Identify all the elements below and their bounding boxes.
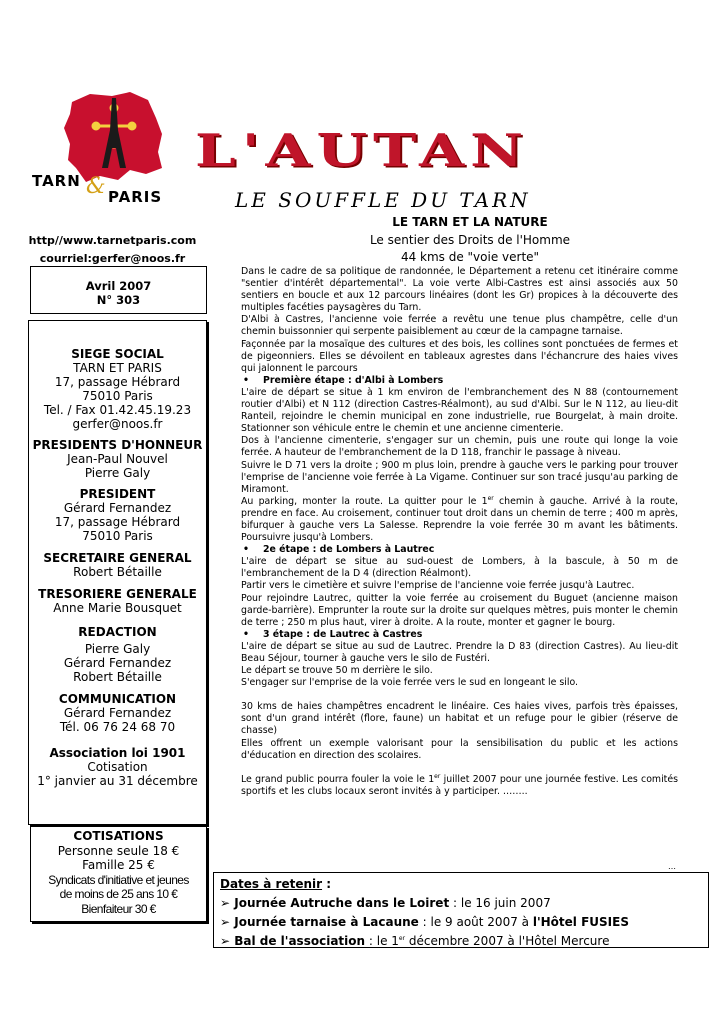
tresoriere-heading: TRESORIERE GENERALE [38,587,197,601]
masthead [195,124,710,218]
paragraph: 30 kms de haies champêtres encadrent le linéaire. Ces haies vives, parfois très épaisses, sont d'un grand intérêt (flore, faune) un habitat et un refuge pour le gibier (réserve de chasse) [241,701,678,737]
stage-heading: • 2e étape : de Lombers à Lautrec [241,544,678,556]
tarn-et-paris-logo [30,90,190,210]
siege-line: gerfer@noos.fr [72,417,163,431]
president-line: Gérard Fernandez [63,501,172,515]
association-line: 1° janvier au 31 décembre [37,774,198,788]
redaction-line: Gérard Fernandez [63,656,172,670]
paragraph: S'engager sur l'emprise de la voie ferrée vers le sud en longeant le silo. [241,677,579,689]
article-body [241,266,678,798]
paragraph: Pour rejoindre Lautrec, quitter la voie ferrée au croisement du Buguet (ancienne maison garde-barrière). Emprunter la route sur la droite sur quelques mètres, puis monter le chemin de terre ; 250 m plus haut, virer à droite. A la route, monter et gagner le bourg. [241,592,678,628]
association-line: Cotisation [87,760,148,774]
communication-line: Tél. 06 76 24 68 70 [59,720,176,734]
cotisation-line: Bienfaiteur 30 € [81,901,156,916]
paragraph: Elles offrent un exemple valorisant pour la sensibilisation du public et les actions d'éducation en direction des scolaires. [241,737,678,761]
masthead-subtitle: LE SOUFFLE DU TARN [235,188,531,212]
date-item: ➢ Journée tarnaise à Lacaune : le 9 août 2007 à l'Hôtel FUSIES [220,915,629,929]
paragraph: L'aire de départ se situe à 1 km environ de l'embranchement des N 88 (contournement routier d'Albi) et N 112 (direction Castres-Réalmont), au sud d'Albi. Sur le N 112, au lieu-dit Ranteil, rejoindre le chemin municipal en zone industrielle, rue Bourgelat, à main droite. Stationner son véhicule entre le chemin et une ancienne cimenterie. [241,386,678,435]
cotisation-line: Syndicats d'initiative et jeunes [48,872,189,887]
dates-heading-line: Dates à retenir : [220,877,332,891]
paragraph: Partir vers le cimetière et suivre l'emprise de l'ancienne voie ferrée jusqu'à Lautrec. [241,580,635,592]
article-title: Le sentier des Droits de l'Homme [369,233,571,247]
siege-line: TARN ET PARIS [73,361,162,375]
continuation-ellipsis: … [668,862,676,871]
paragraph: Le grand public pourra fouler la voie le 1er juillet 2007 pour une journée festive. Les comités sportifs et les clubs locaux seront invités à y participer. …….. [241,772,678,797]
logo-ampersand: & [86,174,106,199]
president-line: 75010 Paris [82,529,153,543]
cotisation-line: Famille 25 € [82,858,155,872]
date-item: ➢ Bal de l'association : le 1er décembre 2007 à l'Hôtel Mercure [220,934,610,948]
siege-line: Tel. / Fax 01.42.45.19.23 [43,403,192,417]
presidents-honneur-line: Pierre Galy [84,466,151,480]
presidents-honneur-line: Jean-Paul Nouvel [67,452,168,466]
paragraph: Dos à l'ancienne cimenterie, s'engager sur un chemin, puis une route qui longe la voie ferrée. A hauteur de l'embranchement de la D 118, franchir le passage à niveau. [241,435,678,459]
paragraph: Dans le cadre de sa politique de randonnée, le Département a retenu cet itinéraire comme "sentier d'intérêt départemental". La voie verte Albi-Castres est ainsi associés aux 50 sentiers en boucle et aux 12 parcours linéaires (dont les Gr) propices à la découverte des multiples facéties paysagères du Tarn. [241,266,678,314]
issue-box [30,266,207,314]
cotisation-line: Personne seule 18 € [57,843,180,858]
dates-heading: Dates à retenir [220,877,323,891]
cotisations-heading: COTISATIONS [73,829,164,843]
paragraph: Le départ se trouve 50 m derrière le silo. [241,665,433,677]
president-line: 17, passage Hébrard [54,515,181,529]
paragraph: L'aire de départ se situe au sud-ouest de Lombers, à la bascule, à 50 m de l'embranchement de la D 4 (direction Réalmont). [241,556,678,580]
communication-line: Gérard Fernandez [63,706,172,720]
paragraph: D'Albi à Castres, l'ancienne voie ferrée a revêtu une tenue plus champêtre, celle d'un chemin buissonnier qui serpente paisiblement au cœur de la campagne tarnaise. [241,314,678,338]
stage-heading: • 3 étape : de Lautrec à Castres [241,629,678,641]
siege-heading: SIEGE SOCIAL [71,347,164,361]
redaction-heading: REDACTION [78,625,157,639]
article-subtitle: 44 kms de "voie verte" [400,250,540,264]
siege-line: 75010 Paris [82,389,153,403]
association-heading: Association loi 1901 [49,746,186,760]
siege-line: 17, passage Hébrard [54,375,181,389]
tresoriere-line: Anne Marie Bousquet [53,601,182,615]
association-info-box [28,320,207,825]
communication-heading: COMMUNICATION [58,692,177,706]
president-heading: PRESIDENT [79,487,156,501]
presidents-honneur-heading: PRESIDENTS D'HONNEUR [32,438,203,452]
issue-number: N° 303 [96,293,141,307]
website-link[interactable]: http//www.tarnetparis.com [28,234,197,247]
masthead-title: L'AUTAN [195,124,530,178]
article-section: LE TARN ET LA NATURE [392,215,548,229]
issue-date: Avril 2007 [85,279,152,293]
paragraph: Au parking, monter la route. La quitter pour le 1er chemin à gauche. Arrivé à la route, prendre en face. Au croisement, continuer tout droit dans un chemin de terre ; 400 m après, bifurquer à gauche vers La Salesse. Reprendre la voie ferrée 30 m avant les bâtiments. Poursuivre jusqu'à Lombers. [241,494,678,544]
contact-links [20,232,205,268]
paragraph: Suivre le D 71 vers la droite ; 900 m plus loin, prendre à gauche vers le parking pour trouver l'emprise de l'ancienne voie ferrée à La Vigame. Continuer sur son tracé jusqu'au parking de Miramont. [241,459,678,495]
date-item: ➢ Journée Autruche dans le Loiret : le 16 juin 2007 [220,896,551,910]
stage-heading: • Première étape : d'Albi à Lombers [241,375,678,387]
redaction-line: Pierre Galy [84,642,151,656]
dates-box [213,872,709,948]
cotisations-box [30,826,207,922]
secretaire-heading: SECRETAIRE GENERAL [43,551,192,565]
email-link[interactable]: courriel:gerfer@noos.fr [39,252,186,265]
paragraph: L'aire de départ se situe au sud de Lautrec. Prendre la D 83 (direction Castres). Au lieu-dit Beau Séjour, tourner à gauche vers le silo de Fustéri. [241,640,678,664]
logo-paris-text: PARIS [108,188,163,206]
paragraph: Façonnée par la mosaïque des cultures et des bois, les collines sont ponctuées de fermes et de pigeonniers. Elles se dévoilent en tableaux agrestes dans l'échancrure des haies vives qui jalonnent le parcours [241,338,678,374]
logo-tarn-text: TARN [32,172,81,190]
redaction-line: Robert Bétaille [73,670,162,684]
cotisation-line: de moins de 25 ans 10 € [59,887,178,901]
secretaire-line: Robert Bétaille [73,565,162,579]
